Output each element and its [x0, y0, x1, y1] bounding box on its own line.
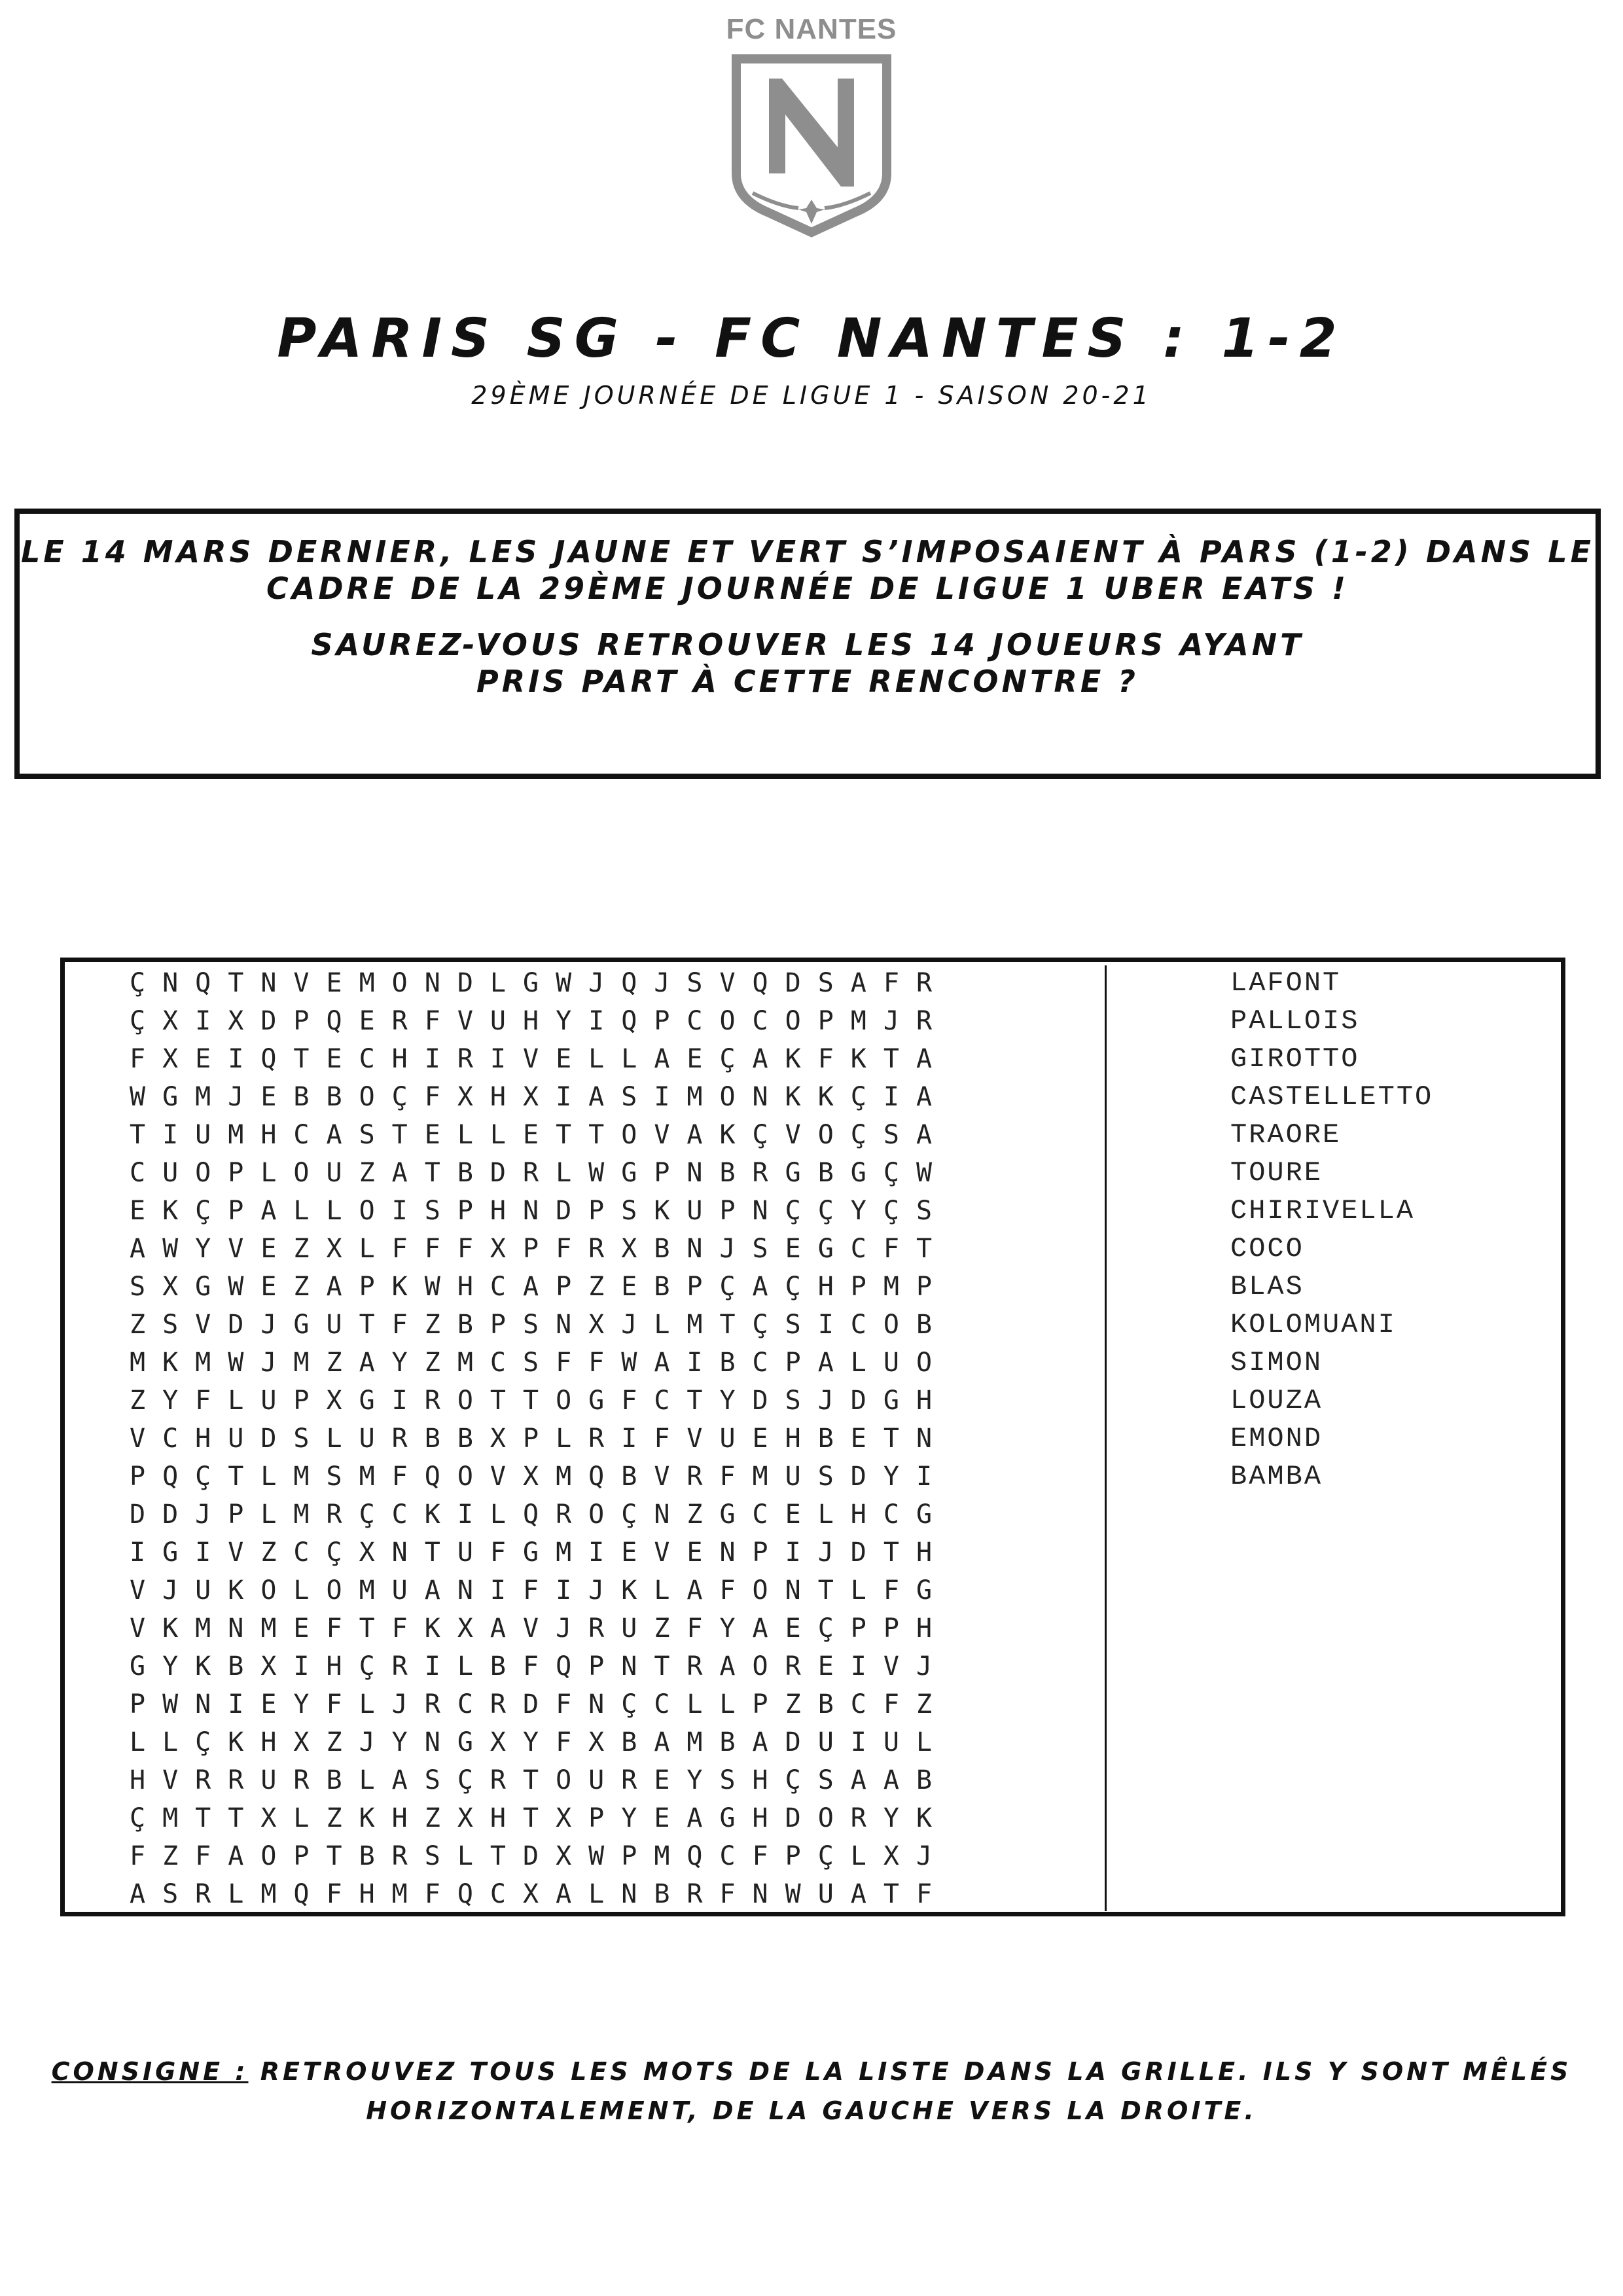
grid-row: FZFAOPTBRSLTDXWPMQCFPÇLXJ [130, 1841, 950, 1871]
grid-row: ZYFLUPXGIROTTOGFCTYDSJDGH [130, 1386, 950, 1416]
nantes-crest-icon [713, 52, 910, 242]
grid-row: HVRRURBLASÇRTOUREYSHÇSAAB [130, 1765, 950, 1795]
grid-row: PWNIEYFLJRCRDFNÇCLLPZBCFZ [130, 1689, 950, 1719]
intro-line: LE 14 MARS DERNIER, LES JAUNE ET VERT S’IMPOSAIENT À PARS (1-2) DANS LE [20, 534, 1595, 569]
word-list-item: EMOND [1230, 1423, 1323, 1454]
grid-row: MKMWJMZAYZMCSFFWAIBCPALUO [130, 1348, 950, 1378]
intro-line: CADRE DE LA 29ÈME JOURNÉE DE LIGUE 1 UBER EATS ! [266, 571, 1349, 606]
grid-row: ÇMTTXLZKHZXHTXPYEAGHDORYK [130, 1803, 950, 1833]
grid-row: VKMNMEFTFKXAVJRUZFYAEÇPPH [130, 1613, 950, 1643]
grid-row: PQÇTLMSMFQOVXMQBVRFMUSDYI [130, 1462, 950, 1492]
word-list-item: BLAS [1230, 1271, 1304, 1302]
word-list-item: KOLOMUANI [1230, 1309, 1397, 1340]
grid-row: LLÇKHXZJYNGXYFXBAMBADUIUL [130, 1727, 950, 1757]
grid-row: ÇXIXDPQERFVUHYIQPCOCOPMJR [130, 1006, 950, 1036]
grid-row: TIUMHCASTELLETTOVAKÇVOÇSA [130, 1120, 950, 1150]
grid-row: IGIVZCÇXNTUFGMIEVENPIJDTH [130, 1537, 950, 1568]
grid-row: GYKBXIHÇRILBFQPNTRAOREIVJ [130, 1651, 950, 1681]
logo-text: FC NANTES [726, 13, 897, 45]
grid-row: CUOPLOUZATBDRLWGPNBRGBGÇW [130, 1158, 950, 1188]
instruction-line-1 [0, 2052, 1623, 2091]
grid-row: ASRLMQFHMFQCXALNBRFNWUATF [130, 1879, 950, 1909]
instruction-line-2: HORIZONTALEMENT, DE LA GAUCHE VERS LA DROITE. [366, 2096, 1257, 2125]
grid-row: ZSVDJGUTFZBPSNXJLMTÇSICOB [130, 1310, 950, 1340]
word-list-item: BAMBA [1230, 1461, 1323, 1492]
grid-row: VCHUDSLURBBXPLRIFVUEHBETN [130, 1424, 950, 1454]
word-list-item: LOUZA [1230, 1385, 1323, 1416]
grid-row: SXGWEZAPKWHCAPZEBPÇAÇHPMP [130, 1272, 950, 1302]
word-list-item: CASTELLETTO [1230, 1081, 1434, 1113]
match-title: PARIS SG - FC NANTES : 1-2 [277, 308, 1346, 370]
grid-row: ÇNQTNVEMONDLGWJQJSVQDSAFR [130, 968, 950, 998]
grid-row: EKÇPALLOISPHNDPSKUPNÇÇYÇS [130, 1196, 950, 1226]
grid-row: FXEIQTECHIRIVELLAEÇAKFKTA [130, 1044, 950, 1074]
intro-line: SAUREZ-VOUS RETROUVER LES 14 JOUEURS AYANT [311, 627, 1304, 662]
grid-row: AWYVEZXLFFFXPFRXBNJSEGCFT [130, 1234, 950, 1264]
intro-box [14, 509, 1601, 779]
grid-row: VJUKOLOMUANIFIJKLAFONTLFG [130, 1575, 950, 1605]
word-list-item: CHIRIVELLA [1230, 1195, 1416, 1227]
word-list-item: COCO [1230, 1233, 1304, 1265]
word-list-item: TOURE [1230, 1157, 1323, 1189]
instruction-text: RETROUVEZ TOUS LES MOTS DE LA LISTE DANS LA GRILLE. ILS Y SONT MÊLÉS [248, 2057, 1572, 2086]
word-list-item: SIMON [1230, 1347, 1323, 1378]
grid-divider [1105, 965, 1107, 1911]
grid-row: DDJPLMRÇCKILQROÇNZGCELHCG [130, 1499, 950, 1530]
instruction-label: CONSIGNE : [51, 2057, 249, 2086]
word-list-item: GIROTTO [1230, 1043, 1360, 1075]
grid-row: WGMJEBBOÇFXHXIASIMONKKÇIA [130, 1082, 950, 1112]
intro-line: PRIS PART À CETTE RENCONTRE ? [476, 664, 1139, 699]
word-list-item: TRAORE [1230, 1119, 1342, 1151]
fc-nantes-logo [713, 13, 910, 229]
match-subtitle: 29ÈME JOURNÉE DE LIGUE 1 - SAISON 20-21 [471, 381, 1152, 410]
word-list-item: PALLOIS [1230, 1005, 1360, 1037]
word-list-item: LAFONT [1230, 967, 1342, 999]
